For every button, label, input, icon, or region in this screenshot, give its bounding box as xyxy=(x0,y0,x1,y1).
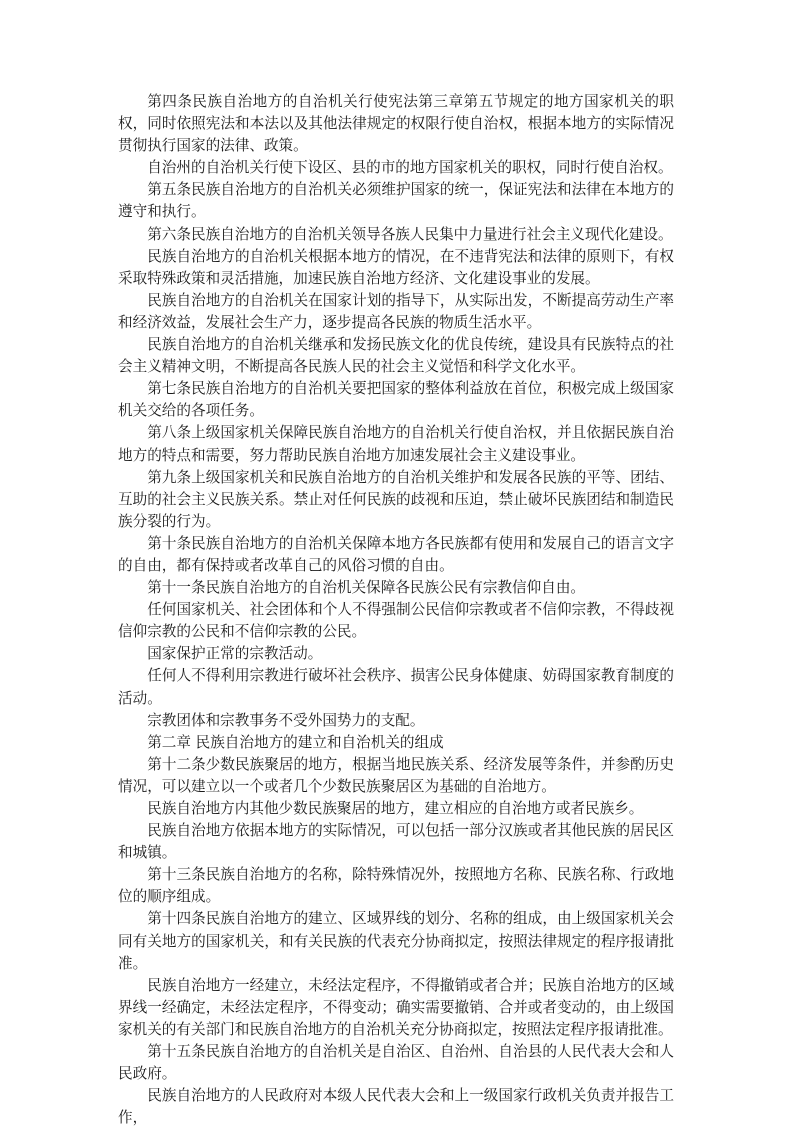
paragraph: 民族自治地方的自治机关在国家计划的指导下，从实际出发，不断提高劳动生产率和经济效益，发展社会生产力，逐步提高各民族的物质生活水平。 xyxy=(118,291,674,331)
paragraph: 第十二条少数民族聚居的地方，根据当地民族关系、经济发展等条件，并参酌历史情况，可以建立以一个或者几个少数民族聚居区为基础的自治地方。 xyxy=(118,755,674,795)
paragraph: 第十三条民族自治地方的名称，除特殊情况外，按照地方名称、民族名称、行政地位的顺序组成。 xyxy=(118,866,674,906)
paragraph: 宗教团体和宗教事务不受外国势力的支配。 xyxy=(147,711,425,729)
paragraph: 第十四条民族自治地方的建立、区域界线的划分、名称的组成，由上级国家机关会同有关地方的国家机关，和有关民族的代表充分协商拟定，按照法律规定的程序报请批准。 xyxy=(118,910,674,972)
paragraph: 第五条民族自治地方的自治机关必须维护国家的统一，保证宪法和法律在本地方的遵守和执行。 xyxy=(118,181,674,221)
paragraph: 第十五条民族自治地方的自治机关是自治区、自治州、自治县的人民代表大会和人民政府。 xyxy=(118,1043,674,1083)
paragraph: 民族自治地方依据本地方的实际情况，可以包括一部分汉族或者其他民族的居民区和城镇。 xyxy=(118,822,674,862)
paragraph: 民族自治地方内其他少数民族聚居的地方，建立相应的自治地方或者民族乡。 xyxy=(147,800,644,817)
paragraph: 第六条民族自治地方的自治机关领导各族人民集中力量进行社会主义现代化建设。 xyxy=(147,225,673,243)
paragraph: 国家保护正常的宗教活动。 xyxy=(147,645,323,663)
paragraph: 第八条上级国家机关保障民族自治地方的自治机关行使自治权，并且依据民族自治地方的特点和需要，努力帮助民族自治地方加速发展社会主义建设事业。 xyxy=(118,424,674,464)
paragraph: 第四条民族自治地方的自治机关行使宪法第三章第五节规定的地方国家机关的职权，同时依照宪法和本法以及其他法律规定的权限行使自治权，根据本地方的实际情况贯彻执行国家的法律、政策。 xyxy=(118,93,674,155)
paragraph: 民族自治地方的人民政府对本级人民代表大会和上一级国家行政机关负责并报告工作， xyxy=(118,1087,674,1127)
paragraph: 自治州的自治机关行使下设区、县的市的地方国家机关的职权，同时行使自治权。 xyxy=(147,159,673,177)
chapter-heading: 第二章 民族自治地方的建立和自治机关的组成 xyxy=(147,733,444,751)
paragraph: 民族自治地方一经建立，未经法定程序，不得撤销或者合并；民族自治地方的区域界线一经确定，未经法定程序，不得变动；确实需要撤销、合并或者变动的，由上级国家机关的有关部门和民族自治地方的自治机关充分协商拟定，按照法定程序报请批准。 xyxy=(118,976,674,1038)
paragraph: 第十一条民族自治地方的自治机关保障各民族公民有宗教信仰自由。 xyxy=(147,579,586,597)
paragraph: 任何国家机关、社会团体和个人不得强制公民信仰宗教或者不信仰宗教，不得歧视信仰宗教的公民和不信仰宗教的公民。 xyxy=(118,601,674,641)
paragraph: 民族自治地方的自治机关根据本地方的情况，在不违背宪法和法律的原则下，有权采取特殊政策和灵活措施，加速民族自治地方经济、文化建设事业的发展。 xyxy=(118,247,674,287)
paragraph: 第九条上级国家机关和民族自治地方的自治机关维护和发展各民族的平等、团结、互助的社会主义民族关系。禁止对任何民族的歧视和压迫，禁止破坏民族团结和制造民族分裂的行为。 xyxy=(118,468,674,530)
paragraph: 第十条民族自治地方的自治机关保障本地方各民族都有使用和发展自己的语言文字的自由，都有保持或者改革自己的风俗习惯的自由。 xyxy=(118,534,674,574)
paragraph: 民族自治地方的自治机关继承和发扬民族文化的优良传统，建设具有民族特点的社会主义精神文明，不断提高各民族人民的社会主义觉悟和科学文化水平。 xyxy=(118,336,674,376)
paragraph: 第七条民族自治地方的自治机关要把国家的整体利益放在首位，积极完成上级国家机关交给的各项任务。 xyxy=(118,380,674,420)
document-body xyxy=(118,91,674,1129)
paragraph: 任何人不得利用宗教进行破坏社会秩序、损害公民身体健康、妨碍国家教育制度的活动。 xyxy=(118,667,674,707)
